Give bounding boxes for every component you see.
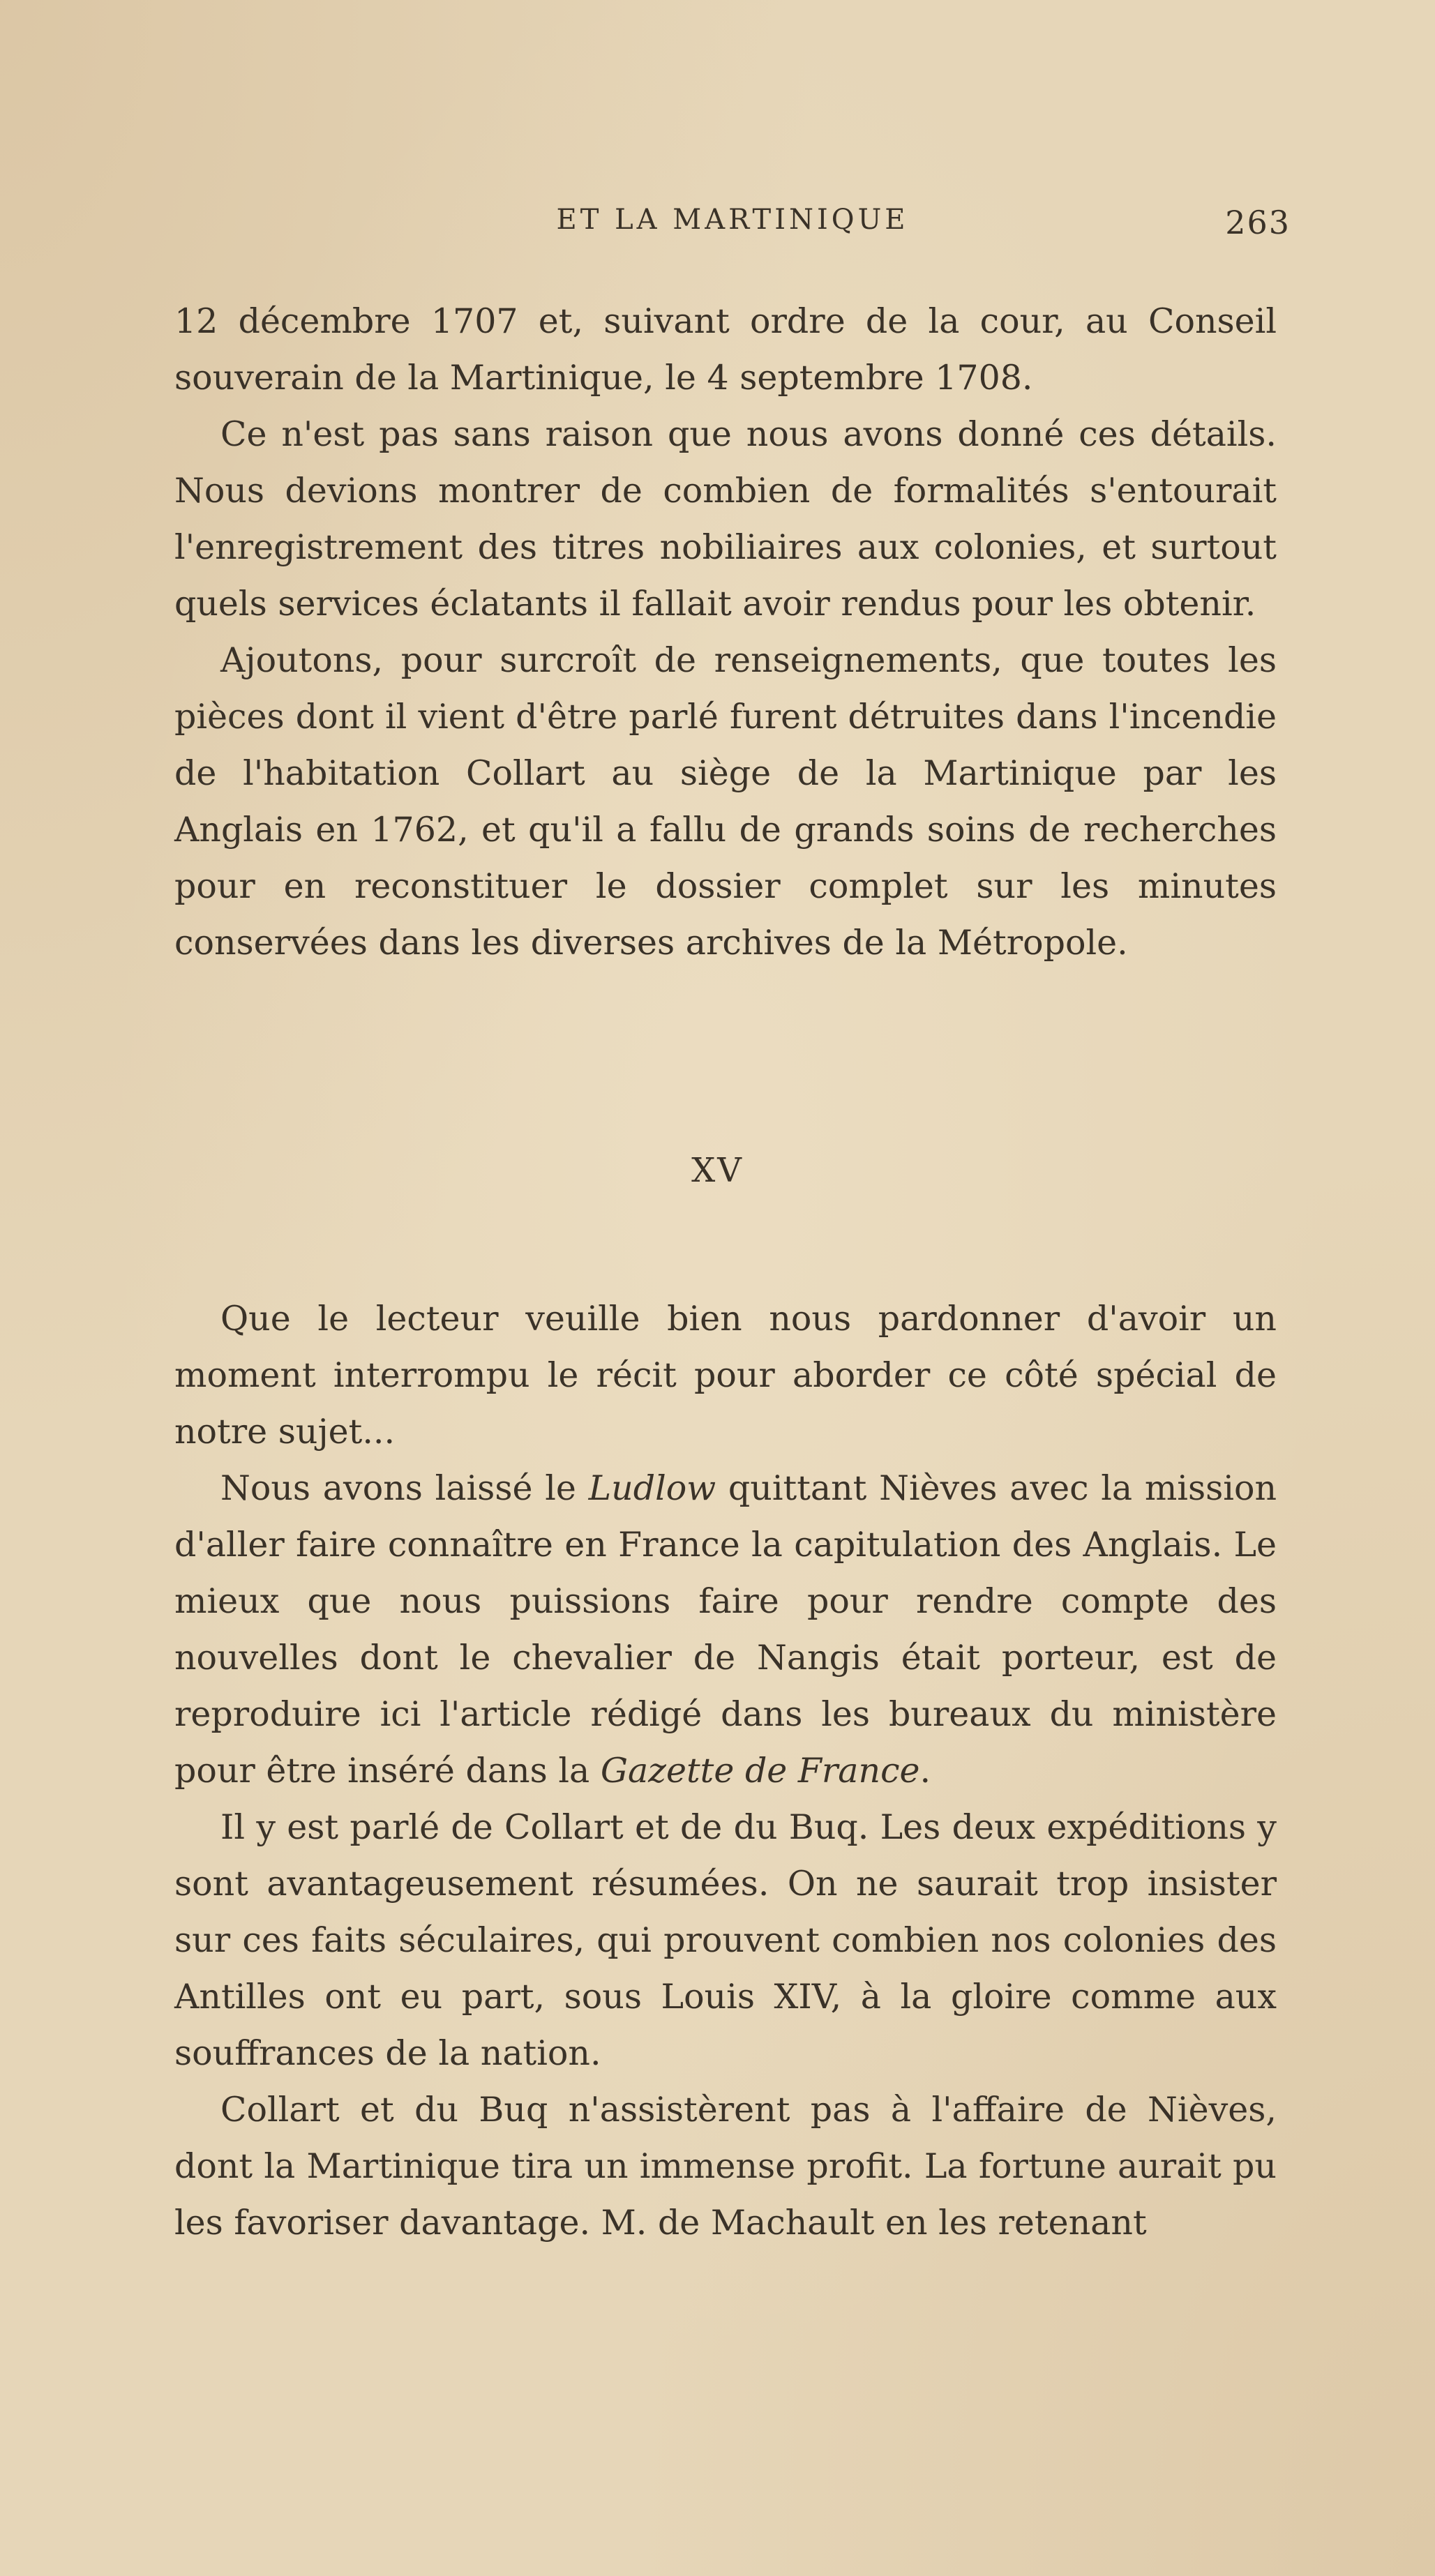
text-run: . [919,1751,931,1791]
text-run: Nous avons laissé le [220,1468,589,1508]
paragraph: Que le lecteur veuille bien nous pardonner d'avoir un moment interrompu le récit pour aborder ce côté spécial de notre sujet... [174,1299,1277,1452]
running-title: ET LA MARTINIQUE [556,204,909,236]
paragraph: Ce n'est pas sans raison que nous avons donné ces détails. Nous devions montrer de combien de formalités s'entourait l'enregistrement des titres nobiliaires aux colonies, et surtout quels services éclatants il fallait avoir rendus pour les obtenir. [174,414,1277,624]
paragraph: Ajoutons, pour surcroît de renseignements, que toutes les pièces dont il vient d'être parlé furent détruites dans l'incendie de l'habitation Collart au siège de la Martinique par les Anglais en 1762, et qu'il a fallu de grands soins de recherches pour en reconstituer le dossier complet sur les minutes conservées dans les diverses archives de la Métropole. [174,640,1277,963]
section-heading: XV [691,1151,744,1190]
page-number: 263 [1225,204,1291,241]
publication-title: Gazette de France [600,1751,920,1791]
paragraph-continued: 12 décembre 1707 et, suivant ordre de la cour, au Conseil souverain de la Martinique, le 4 septembre 1708. [174,301,1277,398]
ship-name: Ludlow [588,1468,716,1508]
text-block-after-section [174,1290,1277,2251]
text-block-before-section [174,293,1277,971]
paragraph-gazette [174,1460,1277,1799]
page-header [174,204,1291,259]
paragraph: Il y est parlé de Collart et de du Buq. Les deux expéditions y sont avantageusement résumées. On ne saurait trop insister sur ces faits séculaires, qui prouvent combien nos colonies des Antilles ont eu part, sous Louis XIV, à la gloire comme aux souffrances de la nation. [174,1807,1277,2073]
paragraph: Collart et du Buq n'assistèrent pas à l'affaire de Nièves, dont la Martinique tira un immense profit. La fortune aurait pu les favoriser davantage. M. de Machault en les retenant [174,2090,1277,2243]
text-run: quittant Nièves avec la mission d'aller faire connaître en France la capitulation des Anglais. Le mieux que nous puissions faire pour rendre compte des nouvelles dont le chevalier de Nangis était porteur, est de reproduire ici l'article rédigé dans les bureaux du ministère pour être inséré dans la [174,1468,1277,1791]
